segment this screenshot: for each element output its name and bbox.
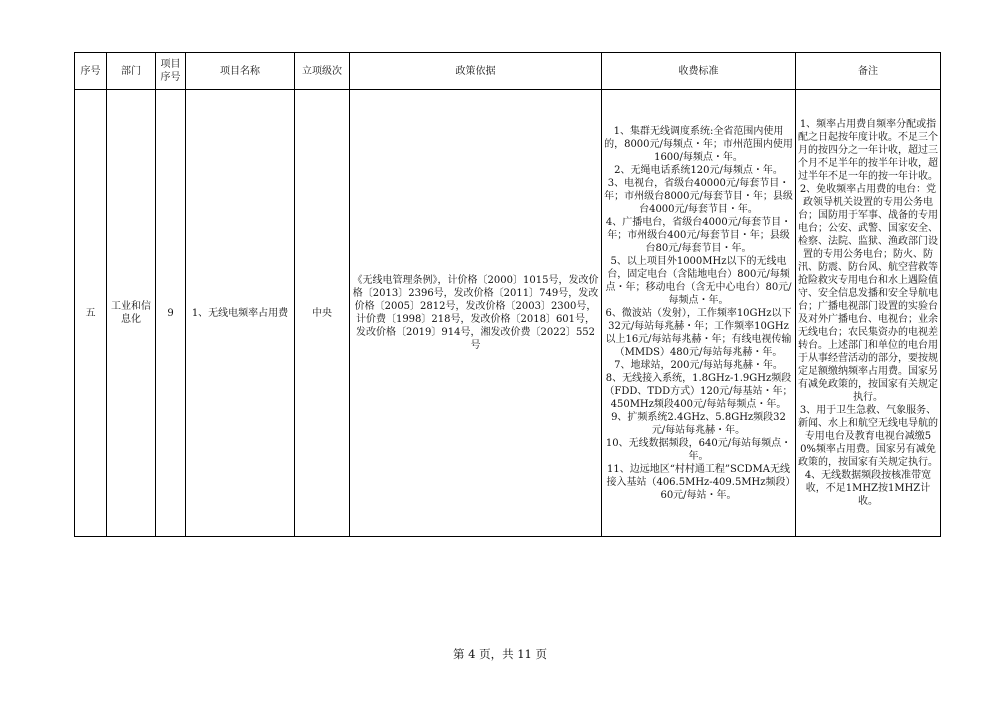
fee-line: 3、电视台，省级台40000元/每套节目・年；市州级台8000元/每套节目・年；县级台4000元/每套节目・年。 <box>604 177 793 215</box>
note-line: 4、无线数据频段按核准带宽收，不足1MHZ按1MHZ计收。 <box>804 470 932 507</box>
note-line: 1、频率占用费自频率分配或指配之日起按年度计收。不足三个月的按四分之一年计收，超过三个月不足半年的按半年计收，超过半年不足一年的按一年计收。 <box>798 119 938 182</box>
header-policy: 政策依据 <box>350 53 602 90</box>
header-row <box>75 53 941 90</box>
fee-line: 10、无线数据频段，640元/每站每频点・年。 <box>605 437 792 462</box>
cell-dept: 工业和信息化 <box>107 90 156 537</box>
page-footer: 第 4 页，共 11 页 <box>452 647 548 661</box>
header-level: 立项级次 <box>295 53 350 90</box>
header-item-seq: 项目序号 <box>156 53 186 90</box>
note-line: 2、免收频率占用费的电台：党政领导机关设置的专用公务电台；国防用于军事、战备的专用电台；公安、武警、国家安全、检察、法院、监狱、渔政部门设置的专用公务电台；防火、防汛、防震、防台风、航空营救等抢险救灾专用电台和水上遇险值守、安全信息发播和安全导航电台；广播电视部门设置的实验台及对外广播电台、电视台；业余无线电台；农民集资办的电视差转台。上述部门和单位的电台用于从事经营活动的部分，要按规定足额缴纳频率占用费。国家另有减免政策的，按国家有关规定执行。 <box>798 184 938 403</box>
fee-line: 7、地球站，200元/每站每兆赫・年。 <box>614 359 783 371</box>
cell-level: 中央 <box>295 90 350 537</box>
fee-line: 5、以上项目外1000MHz以下的无线电台，固定电台（含陆地电台）800元/每频点・年；移动电台（含无中心电台）80元/每频点・年。 <box>605 255 792 306</box>
header-item-name: 项目名称 <box>186 53 295 90</box>
fee-line: 2、无绳电话系统120元/每频点・年。 <box>614 164 783 176</box>
fee-line: 9、扩频系统2.4GHz、5.8GHz频段32 元/每站每兆赫・年。 <box>611 411 786 436</box>
header-dept: 部门 <box>107 53 156 90</box>
header-fee-standard: 收费标准 <box>602 53 796 90</box>
fee-line: 1、集群无线调度系统:全省范围内使用的，8000元/每频点・年；市州范围内使用1600/每频点・年。 <box>604 125 793 163</box>
cell-policy: 《无线电管理条例》，计价格〔2000〕1015号，发改价格〔2013〕2396号，发改价格〔2011〕749号，发改价格〔2005〕2812号，发改价格〔2003〕2300号，计价费〔1998〕218号，发改价格〔2018〕601号，发改价格〔2019〕914号，湘发改价费〔2022〕552号 <box>350 90 602 537</box>
fee-line: 4、广播电台，省级台4000元/每套节目・年；市州级台400元/每套节目・年；县级台80元/每套节目・年。 <box>605 216 792 254</box>
fee-line: 8、无线接入系统，1.8GHz-1.9GHz频段（FDD、TDD方式）120元/每基站・年；450MHz频段400元/每站每频点・年。 <box>604 372 793 410</box>
header-notes: 备注 <box>796 53 941 90</box>
header-seq: 序号 <box>75 53 107 90</box>
fee-line: 11、边远地区“村村通工程”SCDMA无线接入基站（406.5MHz-409.5MHz频段）60元/每站・年。 <box>606 463 791 501</box>
cell-item-seq: 9 <box>156 90 186 537</box>
note-line: 3、用于卫生急救、气象服务、新闻、水上和航空无线电导航的专用电台及教育电视台减缴50%频率占用费。国家另有减免政策的，按国家有关规定执行。 <box>798 405 938 468</box>
cell-seq: 五 <box>75 90 107 537</box>
table-row <box>75 90 941 537</box>
fee-table <box>74 52 941 537</box>
cell-item-name: 1、无线电频率占用费 <box>186 90 295 537</box>
fee-line: 6、微波站（发射），工作频率10GHz以下32元/每站每兆赫・年；工作频率10GHz以上16元/每站每兆赫・年；有线电视传输（MMDS）480元/每站每兆赫・年。 <box>605 307 792 358</box>
cell-fee-standard <box>602 90 796 537</box>
cell-notes <box>796 90 941 537</box>
